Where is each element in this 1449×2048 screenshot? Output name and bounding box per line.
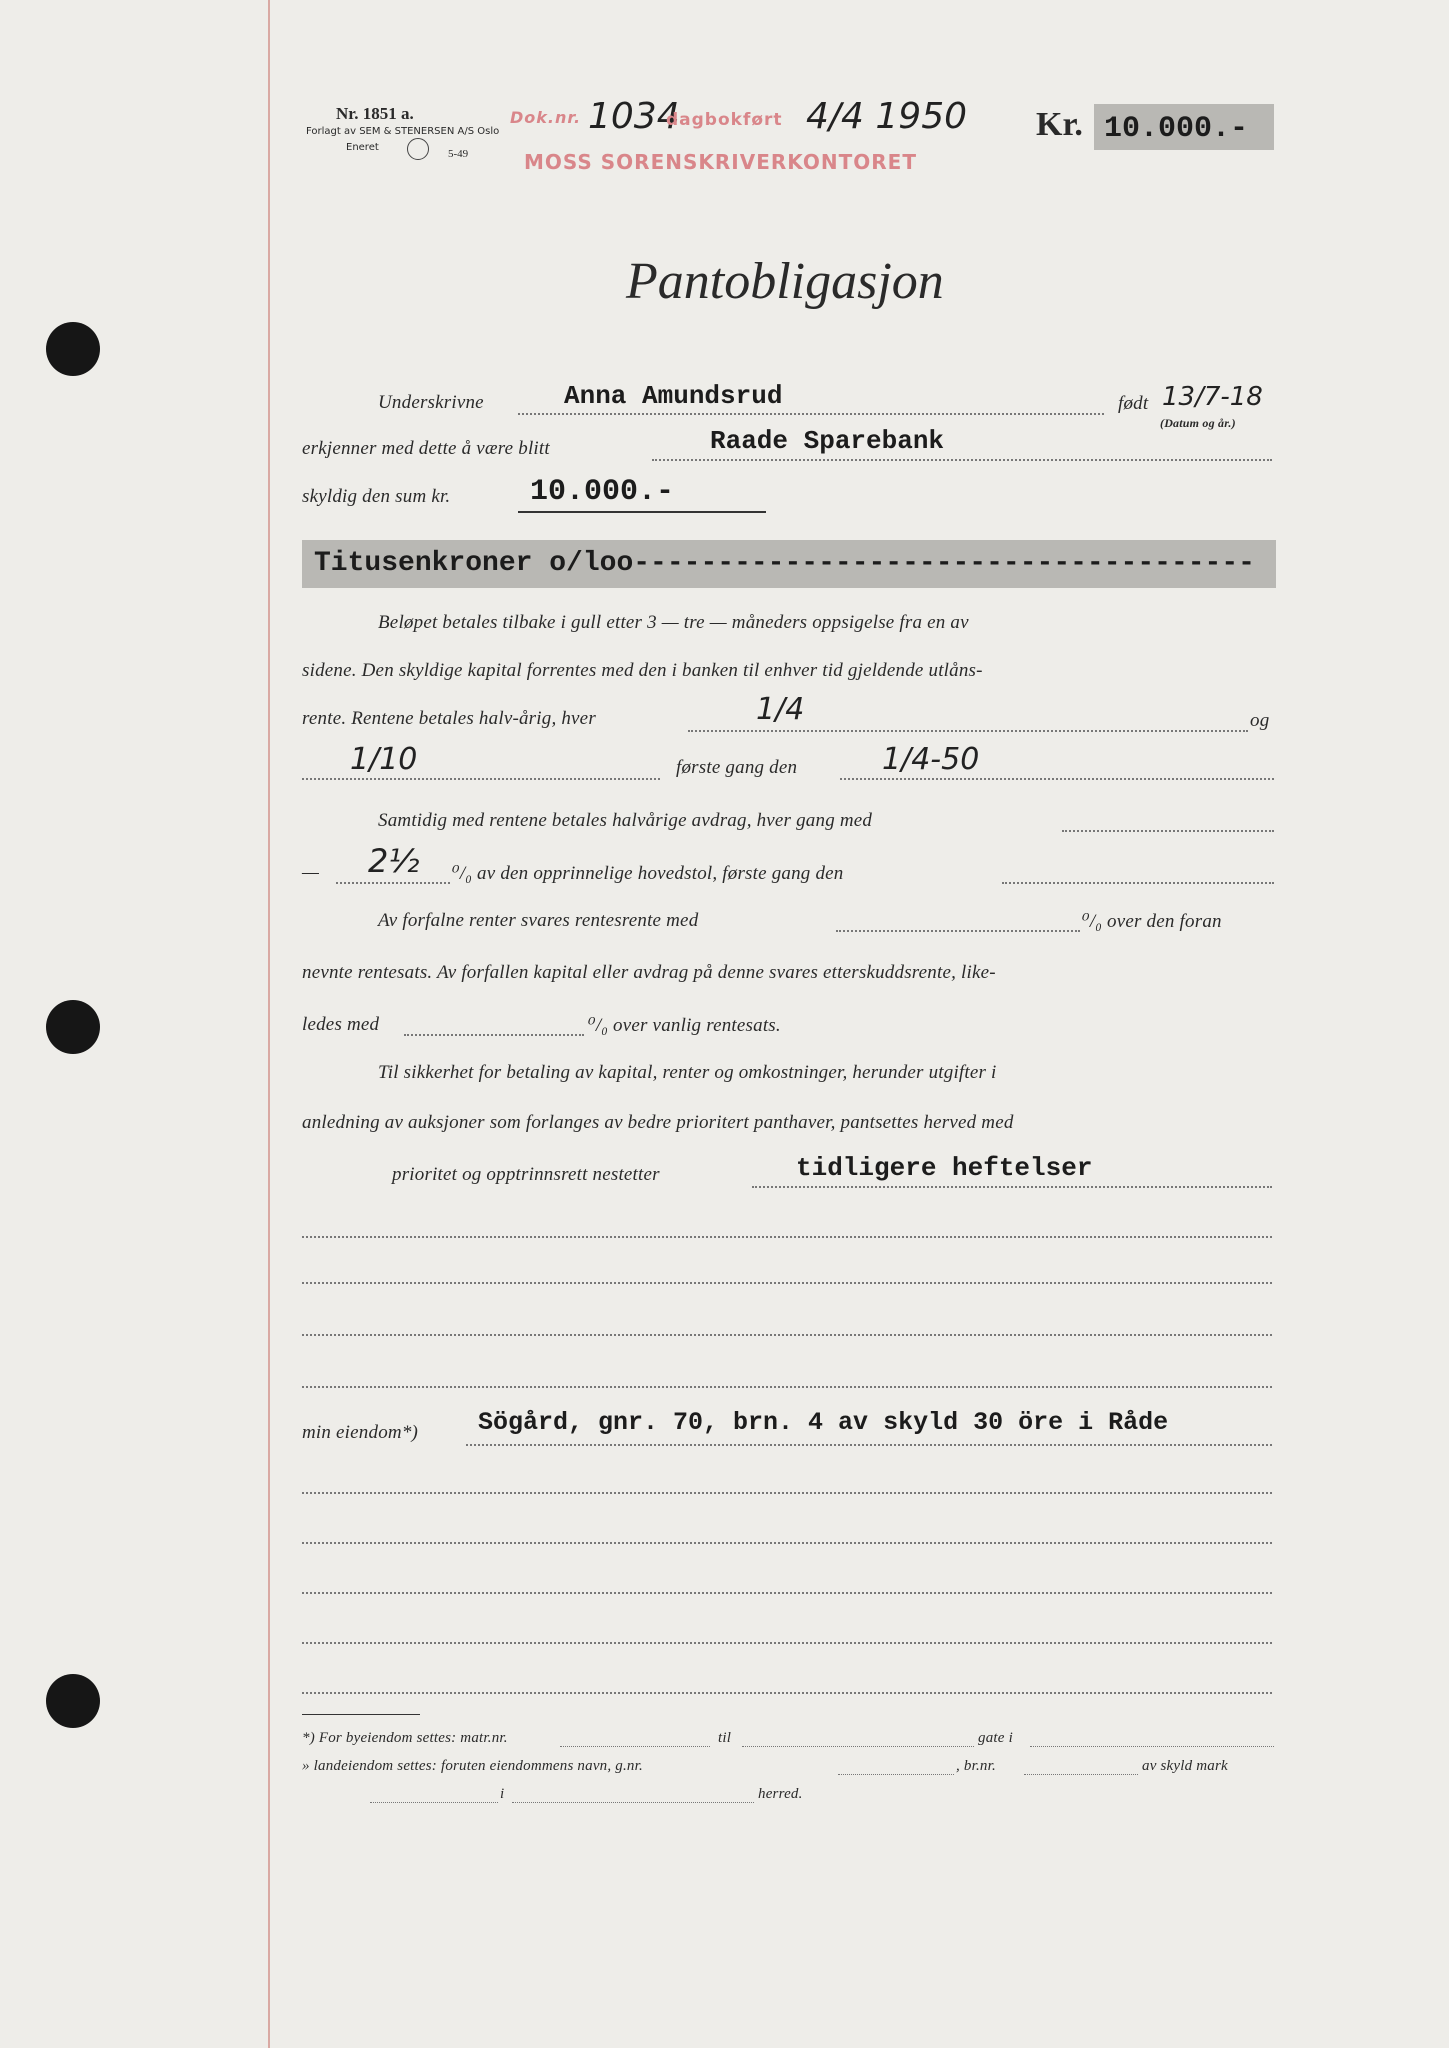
fill-line: [688, 730, 1248, 732]
fill-line: [1062, 830, 1274, 832]
blank-line: [302, 1236, 1272, 1238]
undersigned-name: Anna Amundsrud: [564, 381, 783, 411]
terms-line: sidene. Den skyldige kapital forrentes med den i banken til enhver tid gjeldende utlåns-: [302, 660, 983, 681]
punch-hole: [46, 1000, 100, 1054]
blank-line: [302, 1492, 1272, 1494]
acknowledge-label: erkjenner med dette å være blitt: [302, 438, 550, 459]
fill-line: [1002, 882, 1274, 884]
terms-line: Av forfalne renter svares rentesrente med: [378, 910, 699, 931]
born-label: født: [1118, 393, 1149, 414]
blank-line: [302, 1642, 1272, 1644]
dok-number: 1034: [588, 96, 680, 137]
blank-line: [302, 1692, 1272, 1694]
priority-value: tidligere heftelser: [796, 1153, 1093, 1183]
fill-line: [466, 1444, 1272, 1446]
terms-line: ⁰/₀ av den opprinnelige hovedstol, første gang den: [452, 863, 844, 884]
form-number: Nr. 1851 a.: [336, 104, 414, 123]
terms-line: Samtidig med rentene betales halvårige avdrag, hver gang med: [378, 810, 873, 831]
fill-line: [512, 1802, 754, 1803]
fill-line: [560, 1746, 710, 1747]
fill-line: [838, 1774, 954, 1775]
blank-line: [302, 1592, 1272, 1594]
terms-line: Beløpet betales tilbake i gull etter 3 — tre — måneders oppsigelse fra en av: [378, 612, 969, 633]
fill-line: [1030, 1746, 1274, 1747]
terms-line: ⁰/₀ over vanlig rentesats.: [588, 1015, 781, 1036]
punch-hole: [46, 1674, 100, 1728]
fill-line: [836, 930, 1080, 932]
margin-rule: [268, 0, 270, 2048]
owes-value: 10.000.-: [530, 475, 675, 509]
terms-line: ⁰/₀ over den foran: [1082, 911, 1222, 932]
office-stamp: MOSS SORENSKRIVERKONTORET: [524, 150, 917, 174]
property-value: Sögård, gnr. 70, brn. 4 av skyld 30 öre i Råde: [478, 1408, 1169, 1437]
terms-line: prioritet og opptrinnsrett nestetter: [392, 1164, 660, 1185]
terms-line: Til sikkerhet for betaling av kapital, renter og omkostninger, herunder utgifter i: [378, 1062, 997, 1083]
dagbokfort-date: 4/4 1950: [806, 96, 967, 137]
amount-value: 10.000.-: [1104, 112, 1249, 146]
footnote-line: gate i: [978, 1730, 1013, 1746]
first-time-value: 1/4-50: [882, 742, 980, 777]
installment-pct: 2½: [368, 842, 420, 880]
amount-words: Titusenkroner o/loo-------------------------------------: [314, 548, 1255, 579]
property-label: min eiendom*): [302, 1422, 419, 1443]
print-date: 5-49: [448, 148, 469, 160]
footnote-line: » landeiendom settes: foruten eiendommens navn, g.nr.: [302, 1758, 643, 1774]
terms-line: nevnte rentesats. Av forfallen kapital eller avdrag på denne svares etterskuddsrente, like-: [302, 962, 996, 983]
dok-label: Dok.nr.: [510, 108, 582, 127]
punch-hole: [46, 322, 100, 376]
born-value: 13/7-18: [1162, 382, 1263, 412]
undersigned-label: Underskrivne: [378, 392, 484, 413]
dash: —: [302, 862, 320, 883]
fill-line: [752, 1186, 1272, 1188]
footnote-line: i: [500, 1786, 505, 1802]
fill-line: [1024, 1774, 1138, 1775]
document-title: Pantobligasjon: [626, 253, 944, 310]
creditor-name: Raade Sparebank: [710, 426, 945, 456]
born-hint: (Datum og år.): [1160, 416, 1236, 430]
footnote-line: herred.: [758, 1786, 803, 1802]
footnote-line: til: [718, 1730, 732, 1746]
terms-line: rente. Rentene betales halv-årig, hver: [302, 708, 596, 729]
footnote-line: , br.nr.: [956, 1758, 996, 1774]
terms-line: anledning av auksjoner som forlanges av bedre prioritert panthaver, pantsettes herved med: [302, 1112, 1014, 1133]
blank-line: [302, 1386, 1272, 1388]
blank-line: [302, 1282, 1272, 1284]
fill-line: [404, 1034, 584, 1036]
blank-line: [302, 1334, 1272, 1336]
terms-line: ledes med: [302, 1014, 380, 1035]
fill-line: [840, 778, 1274, 780]
owes-label: skyldig den sum kr.: [302, 486, 451, 507]
blank-line: [302, 1542, 1272, 1544]
publisher-logo-icon: [407, 138, 429, 160]
fill-line: [518, 413, 1104, 415]
fill-line: [742, 1746, 974, 1747]
dagbokfort-label: dagbokført: [666, 110, 783, 130]
footnote-line: av skyld mark: [1142, 1758, 1228, 1774]
fill-line: [336, 882, 450, 884]
publisher-line: Forlagt av SEM & STENERSEN A/S Oslo: [306, 126, 500, 137]
interest-date-2: 1/10: [350, 742, 418, 777]
interest-date-1: 1/4: [756, 692, 805, 727]
first-time-label: første gang den: [676, 757, 798, 778]
fill-line: [518, 511, 766, 513]
publisher-eneret: Eneret: [346, 142, 379, 153]
amount-label: Kr.: [1036, 106, 1083, 143]
fill-line: [302, 778, 660, 780]
fill-line: [370, 1802, 498, 1803]
footnote-line: *) For byeiendom settes: matr.nr.: [302, 1730, 508, 1746]
fill-line: [652, 459, 1272, 461]
og-label: og: [1250, 710, 1270, 731]
footnote-rule: [302, 1714, 420, 1715]
